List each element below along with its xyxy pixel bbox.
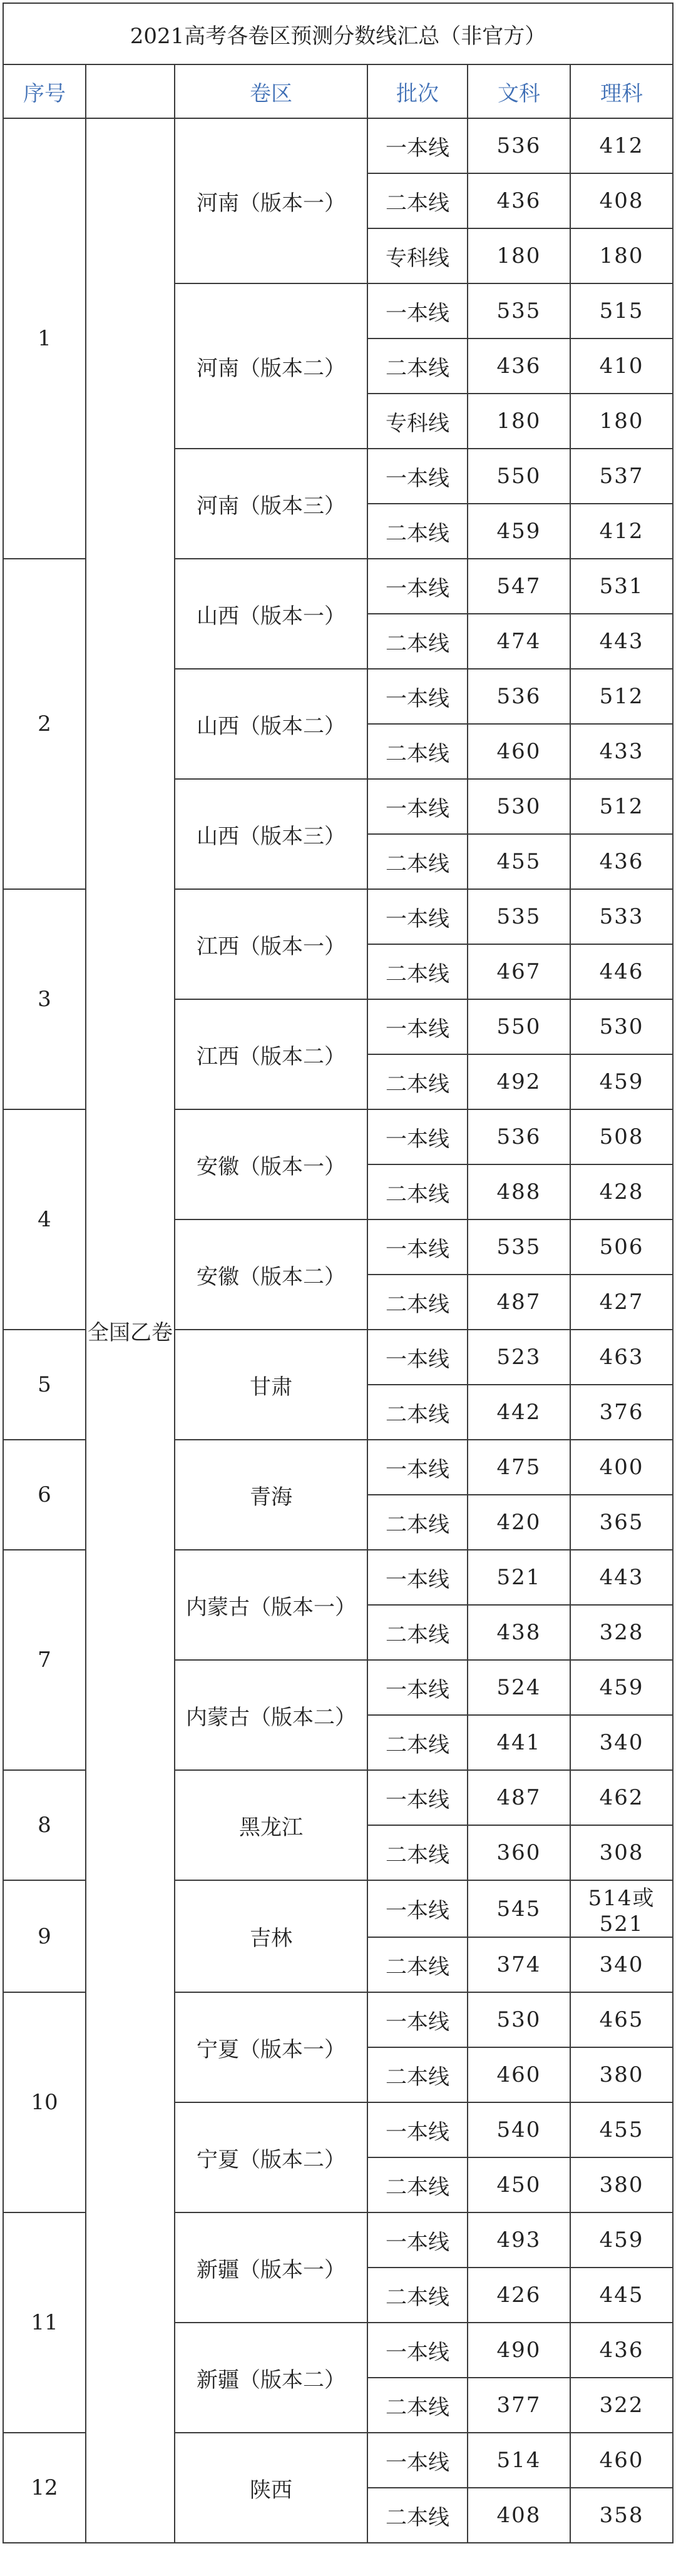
wen-score-cell: 426 <box>468 2268 570 2323</box>
region-name: 山西（版本一） <box>175 559 367 669</box>
wen-score-cell: 514 <box>468 2433 570 2488</box>
wen-score-cell: 459 <box>468 504 570 559</box>
wen-score-cell: 536 <box>468 669 570 724</box>
li-score-cell: 427 <box>570 1275 673 1330</box>
wen-score-cell: 535 <box>468 889 570 944</box>
row-index: 4 <box>3 1109 86 1330</box>
li-score-cell: 412 <box>570 504 673 559</box>
batch-cell: 二本线 <box>367 614 468 669</box>
batch-cell: 一本线 <box>367 1219 468 1275</box>
li-score-cell: 443 <box>570 614 673 669</box>
row-index: 10 <box>3 1992 86 2212</box>
wen-score-cell: 550 <box>468 999 570 1054</box>
row-index: 12 <box>3 2433 86 2543</box>
batch-cell: 一本线 <box>367 999 468 1054</box>
li-score-cell: 465 <box>570 1992 673 2047</box>
li-score-cell: 533 <box>570 889 673 944</box>
li-score-cell: 380 <box>570 2157 673 2212</box>
region-name: 陕西 <box>175 2433 367 2543</box>
wen-score-cell: 442 <box>468 1385 570 1440</box>
region-name: 山西（版本二） <box>175 669 367 779</box>
batch-cell: 一本线 <box>367 1880 468 1937</box>
wen-score-cell: 441 <box>468 1715 570 1770</box>
batch-cell: 一本线 <box>367 559 468 614</box>
header-li: 理科 <box>570 64 673 118</box>
region-name: 河南（版本二） <box>175 283 367 449</box>
li-score-cell: 445 <box>570 2268 673 2323</box>
wen-score-cell: 488 <box>468 1164 570 1219</box>
region-name: 甘肃 <box>175 1330 367 1440</box>
region-name: 内蒙古（版本二） <box>175 1660 367 1770</box>
wen-score-cell: 550 <box>468 449 570 504</box>
batch-cell: 二本线 <box>367 2378 468 2433</box>
batch-cell: 一本线 <box>367 1992 468 2047</box>
batch-cell: 一本线 <box>367 1109 468 1164</box>
li-score-cell: 340 <box>570 1937 673 1992</box>
batch-cell: 二本线 <box>367 1715 468 1770</box>
batch-cell: 二本线 <box>367 1054 468 1109</box>
li-score-cell: 515 <box>570 283 673 339</box>
wen-score-cell: 540 <box>468 2102 570 2157</box>
wen-score-cell: 536 <box>468 118 570 173</box>
header-row <box>3 64 673 118</box>
batch-cell: 一本线 <box>367 118 468 173</box>
batch-cell: 一本线 <box>367 1660 468 1715</box>
batch-cell: 二本线 <box>367 944 468 999</box>
row-index: 2 <box>3 559 86 889</box>
batch-cell: 二本线 <box>367 1164 468 1219</box>
batch-cell: 二本线 <box>367 1385 468 1440</box>
li-score-cell: 537 <box>570 449 673 504</box>
wen-score-cell: 487 <box>468 1770 570 1825</box>
li-score-cell: 443 <box>570 1550 673 1605</box>
header-wen: 文科 <box>468 64 570 118</box>
wen-score-cell: 455 <box>468 834 570 889</box>
batch-cell: 二本线 <box>367 1937 468 1992</box>
li-score-cell: 412 <box>570 118 673 173</box>
wen-score-cell: 545 <box>468 1880 570 1937</box>
li-score-cell: 462 <box>570 1770 673 1825</box>
region-name: 宁夏（版本二） <box>175 2102 367 2212</box>
batch-cell: 一本线 <box>367 1330 468 1385</box>
batch-cell: 一本线 <box>367 283 468 339</box>
wen-score-cell: 460 <box>468 2047 570 2102</box>
li-score-cell: 358 <box>570 2488 673 2543</box>
region-name: 河南（版本三） <box>175 449 367 559</box>
li-score-cell: 506 <box>570 1219 673 1275</box>
batch-cell: 专科线 <box>367 228 468 283</box>
li-score-cell: 436 <box>570 834 673 889</box>
region-name: 河南（版本一） <box>175 118 367 283</box>
li-score-cell: 512 <box>570 669 673 724</box>
li-score-cell: 530 <box>570 999 673 1054</box>
batch-cell: 二本线 <box>367 2047 468 2102</box>
li-score-cell: 446 <box>570 944 673 999</box>
row-index: 7 <box>3 1550 86 1770</box>
batch-cell: 专科线 <box>367 394 468 449</box>
table-row <box>3 118 673 173</box>
wen-score-cell: 490 <box>468 2323 570 2378</box>
batch-cell: 一本线 <box>367 2433 468 2488</box>
li-score-cell: 460 <box>570 2433 673 2488</box>
region-name: 青海 <box>175 1440 367 1550</box>
li-score-cell: 365 <box>570 1495 673 1550</box>
batch-cell: 一本线 <box>367 889 468 944</box>
score-table <box>3 3 673 2543</box>
region-name: 江西（版本二） <box>175 999 367 1109</box>
li-score-cell: 512 <box>570 779 673 834</box>
row-index: 6 <box>3 1440 86 1550</box>
batch-cell: 一本线 <box>367 779 468 834</box>
header-index: 序号 <box>3 64 86 118</box>
row-index: 8 <box>3 1770 86 1880</box>
li-score-cell: 428 <box>570 1164 673 1219</box>
wen-score-cell: 436 <box>468 173 570 228</box>
li-score-cell: 410 <box>570 339 673 394</box>
header-batch: 批次 <box>367 64 468 118</box>
title-row <box>3 3 673 64</box>
li-score-cell: 459 <box>570 2212 673 2268</box>
batch-cell: 二本线 <box>367 2488 468 2543</box>
region-name: 宁夏（版本一） <box>175 1992 367 2102</box>
li-score-cell: 459 <box>570 1054 673 1109</box>
wen-score-cell: 535 <box>468 1219 570 1275</box>
wen-score-cell: 377 <box>468 2378 570 2433</box>
li-score-cell: 340 <box>570 1715 673 1770</box>
batch-cell: 二本线 <box>367 339 468 394</box>
row-index: 5 <box>3 1330 86 1440</box>
wen-score-cell: 180 <box>468 228 570 283</box>
wen-score-cell: 521 <box>468 1550 570 1605</box>
header-paper <box>86 64 175 118</box>
li-score-cell: 508 <box>570 1109 673 1164</box>
region-name: 内蒙古（版本一） <box>175 1550 367 1660</box>
wen-score-cell: 408 <box>468 2488 570 2543</box>
batch-cell: 二本线 <box>367 1275 468 1330</box>
row-index: 9 <box>3 1880 86 1992</box>
batch-cell: 二本线 <box>367 173 468 228</box>
wen-score-cell: 438 <box>468 1605 570 1660</box>
wen-score-cell: 536 <box>468 1109 570 1164</box>
wen-score-cell: 530 <box>468 779 570 834</box>
li-score-cell: 180 <box>570 394 673 449</box>
batch-cell: 一本线 <box>367 1550 468 1605</box>
li-score-cell: 308 <box>570 1825 673 1880</box>
region-name: 新疆（版本二） <box>175 2323 367 2433</box>
table-title: 2021高考各卷区预测分数线汇总（非官方） <box>3 3 673 64</box>
region-name: 吉林 <box>175 1880 367 1992</box>
wen-score-cell: 547 <box>468 559 570 614</box>
header-region: 卷区 <box>175 64 367 118</box>
wen-score-cell: 420 <box>468 1495 570 1550</box>
li-score-cell: 459 <box>570 1660 673 1715</box>
region-name: 黑龙江 <box>175 1770 367 1880</box>
row-index: 1 <box>3 118 86 559</box>
wen-score-cell: 535 <box>468 283 570 339</box>
wen-score-cell: 467 <box>468 944 570 999</box>
li-score-cell: 455 <box>570 2102 673 2157</box>
wen-score-cell: 492 <box>468 1054 570 1109</box>
li-score-cell: 433 <box>570 724 673 779</box>
region-name: 新疆（版本一） <box>175 2212 367 2323</box>
batch-cell: 一本线 <box>367 1770 468 1825</box>
li-score-cell: 180 <box>570 228 673 283</box>
batch-cell: 一本线 <box>367 2102 468 2157</box>
wen-score-cell: 524 <box>468 1660 570 1715</box>
li-score-cell: 328 <box>570 1605 673 1660</box>
wen-score-cell: 474 <box>468 614 570 669</box>
li-score-cell: 400 <box>570 1440 673 1495</box>
wen-score-cell: 450 <box>468 2157 570 2212</box>
row-index: 11 <box>3 2212 86 2433</box>
wen-score-cell: 493 <box>468 2212 570 2268</box>
batch-cell: 二本线 <box>367 1605 468 1660</box>
batch-cell: 一本线 <box>367 2212 468 2268</box>
batch-cell: 二本线 <box>367 504 468 559</box>
batch-cell: 一本线 <box>367 449 468 504</box>
li-score-cell: 514或521 <box>570 1880 673 1937</box>
batch-cell: 二本线 <box>367 2157 468 2212</box>
li-score-cell: 322 <box>570 2378 673 2433</box>
batch-cell: 二本线 <box>367 1495 468 1550</box>
li-score-cell: 463 <box>570 1330 673 1385</box>
batch-cell: 一本线 <box>367 1440 468 1495</box>
li-score-cell: 408 <box>570 173 673 228</box>
li-score-cell: 376 <box>570 1385 673 1440</box>
li-score-cell: 531 <box>570 559 673 614</box>
wen-score-cell: 460 <box>468 724 570 779</box>
region-name: 山西（版本三） <box>175 779 367 889</box>
batch-cell: 一本线 <box>367 669 468 724</box>
region-name: 安徽（版本一） <box>175 1109 367 1219</box>
wen-score-cell: 436 <box>468 339 570 394</box>
batch-cell: 一本线 <box>367 2323 468 2378</box>
wen-score-cell: 523 <box>468 1330 570 1385</box>
row-index: 3 <box>3 889 86 1109</box>
batch-cell: 二本线 <box>367 834 468 889</box>
batch-cell: 二本线 <box>367 724 468 779</box>
wen-score-cell: 374 <box>468 1937 570 1992</box>
li-score-cell: 436 <box>570 2323 673 2378</box>
wen-score-cell: 487 <box>468 1275 570 1330</box>
paper-name: 全国乙卷 <box>86 118 175 2543</box>
wen-score-cell: 360 <box>468 1825 570 1880</box>
li-score-cell: 380 <box>570 2047 673 2102</box>
batch-cell: 二本线 <box>367 2268 468 2323</box>
wen-score-cell: 530 <box>468 1992 570 2047</box>
region-name: 安徽（版本二） <box>175 1219 367 1330</box>
batch-cell: 二本线 <box>367 1825 468 1880</box>
region-name: 江西（版本一） <box>175 889 367 999</box>
wen-score-cell: 180 <box>468 394 570 449</box>
wen-score-cell: 475 <box>468 1440 570 1495</box>
